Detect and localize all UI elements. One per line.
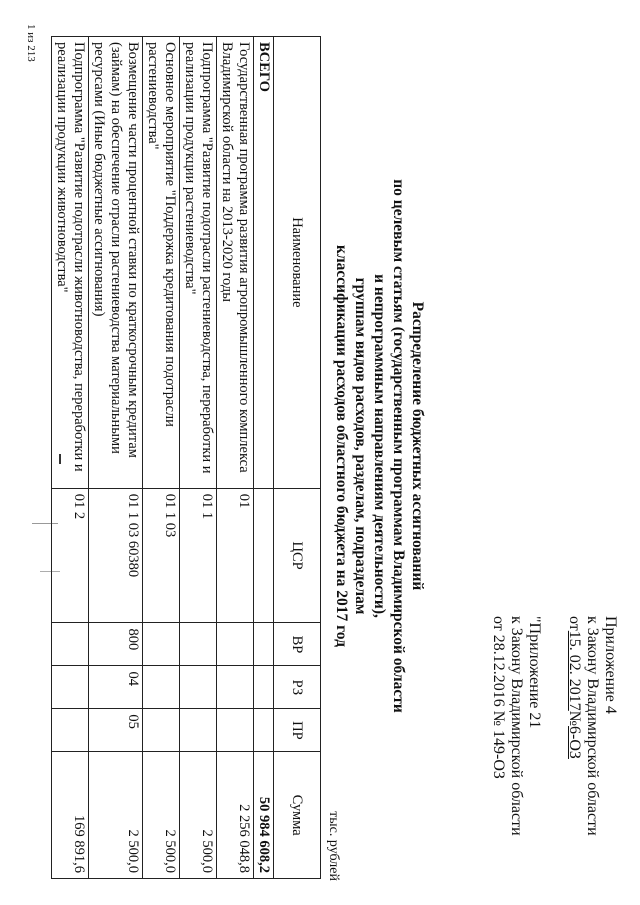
- cell-name: ВСЕГО: [254, 37, 274, 489]
- table-row: [217, 37, 254, 879]
- cell-vr: [254, 623, 274, 666]
- cell-pr: [180, 709, 217, 752]
- annex-line1: Приложение 4: [602, 616, 619, 714]
- cell-name: Подпрограмма "Развитие подотрасли животноводства, переработки и реализации продукции животноводства": [52, 37, 89, 489]
- cell-csr: 01 1 03: [143, 488, 180, 623]
- annex-header: [565, 616, 619, 836]
- title-line: по целевым статьям (государственным программам Владимирской области: [390, 179, 407, 713]
- document-title: [332, 166, 427, 726]
- header-vr: ВР: [274, 623, 321, 666]
- cell-rz: 04: [89, 666, 143, 709]
- cell-rz: [254, 666, 274, 709]
- header-pr: ПР: [274, 709, 321, 752]
- cell-sum: 2 500,0: [89, 752, 143, 879]
- cell-csr: 01 2: [52, 488, 89, 623]
- title-line: группам видов расходов, разделам, подразделам: [352, 277, 369, 615]
- cell-name: Основное мероприятие "Поддержка кредитования подотрасли растениеводства": [143, 37, 180, 489]
- title-line: Распределение бюджетных ассигнований: [409, 301, 426, 591]
- table-row: [89, 37, 143, 879]
- scan-mark: [40, 571, 60, 572]
- table-row: [52, 37, 89, 879]
- annex-line2: к Закону Владимирской области: [584, 616, 601, 836]
- cell-vr: [143, 623, 180, 666]
- cell-vr: [180, 623, 217, 666]
- budget-table: [51, 36, 321, 879]
- cell-sum: 169 891,6: [52, 752, 89, 879]
- cell-rz: [52, 666, 89, 709]
- cell-pr: [52, 709, 89, 752]
- cell-sum: 2 500,0: [180, 752, 217, 879]
- page-number: 1 из 213: [25, 24, 37, 62]
- cell-rz: [180, 666, 217, 709]
- scan-mark: [32, 523, 58, 524]
- annex-ref-line2: к Закону Владимирской области: [508, 616, 525, 836]
- scan-mark: [59, 454, 61, 464]
- cell-vr: 800: [89, 623, 143, 666]
- units-label: тыс. рублей: [326, 811, 341, 881]
- header-csr: ЦСР: [274, 488, 321, 623]
- table-row: [143, 37, 180, 879]
- title-line: и непрограммным направлениям деятельности),: [371, 274, 388, 618]
- cell-csr: 01: [217, 488, 254, 623]
- cell-name: Подпрограмма "Развитие подотрасли растениеводства, переработки и реализации продукции растениеводства": [180, 37, 217, 489]
- cell-pr: [254, 709, 274, 752]
- header-sum: Сумма: [274, 752, 321, 879]
- cell-name: Государственная программа развития агропромышленного комплекса Владимирской области на 2013-2020 годы: [217, 37, 254, 489]
- header-rz: РЗ: [274, 666, 321, 709]
- table-header-row: [274, 37, 321, 879]
- cell-name: Возмещение части процентной ставки по краткосрочным кредитам (займам) на обеспечение отрасли растениеводства материальными ресурсами (Иные бюджетные ассигнования): [89, 37, 143, 489]
- annex-ref-line3: от 28.12.2016 № 149-ОЗ: [490, 616, 507, 779]
- cell-vr: [52, 623, 89, 666]
- cell-csr: [254, 488, 274, 623]
- cell-sum: 2 500,0: [143, 752, 180, 879]
- table-row: [180, 37, 217, 879]
- annex-line3: от15. 02. 2017№6-ОЗ: [566, 616, 583, 759]
- title-line: классификации расходов областного бюджета на 2017 год: [333, 245, 350, 647]
- document-page: [16, 16, 627, 889]
- cell-vr: [217, 623, 254, 666]
- annex-ref: [489, 616, 543, 836]
- annex-ref-line1: "Приложение 21: [526, 616, 543, 729]
- cell-pr: [143, 709, 180, 752]
- annex-date: 15. 02. 2017: [566, 630, 583, 711]
- cell-csr: 01 1: [180, 488, 217, 623]
- cell-sum: 50 984 608,2: [254, 752, 274, 879]
- header-name: Наименование: [274, 37, 321, 489]
- cell-pr: 05: [89, 709, 143, 752]
- cell-csr: 01 1 03 60380: [89, 488, 143, 623]
- table-row: [254, 37, 274, 879]
- cell-pr: [217, 709, 254, 752]
- cell-rz: [143, 666, 180, 709]
- cell-sum: 2 256 048,8: [217, 752, 254, 879]
- cell-rz: [217, 666, 254, 709]
- annex-number: 6-ОЗ: [566, 726, 583, 759]
